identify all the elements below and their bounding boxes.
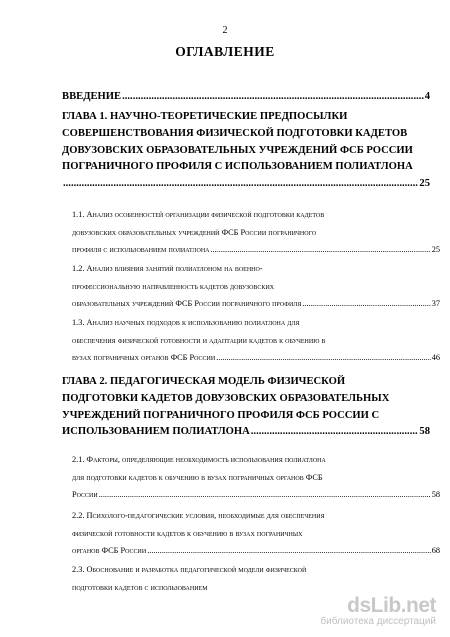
toc-leader-dots xyxy=(210,241,430,259)
toc-section-line: 1.3. Анализ научных подходов к использованию полиатлона для xyxy=(72,318,300,327)
toc-leader-dots xyxy=(122,89,424,106)
toc-leader-dots xyxy=(251,424,419,441)
toc-leader-dots xyxy=(216,349,431,367)
toc-chapter1-line: ГЛАВА 1. НАУЧНО-ТЕОРЕТИЧЕСКИЕ ПРЕДПОСЫЛКИ xyxy=(62,111,348,122)
toc-chapter2-line: УЧРЕЖДЕНИЙ ПОГРАНИЧНОГО ПРОФИЛЯ ФСБ РОССИИ С xyxy=(62,409,380,421)
toc-entry-section-2-1[interactable] xyxy=(62,451,440,504)
toc-section-line: вузах пограничных органов ФСБ России xyxy=(72,353,216,363)
toc-section-page: 68 xyxy=(431,546,440,556)
toc-section-line: 2.1. Факторы, определяющие необходимость использования полиатлона xyxy=(72,455,326,464)
toc-section-line: России xyxy=(72,490,98,500)
toc-entry-chapter1[interactable] xyxy=(62,109,430,193)
toc-chapter2-page: 58 xyxy=(419,426,430,438)
toc-leader-dots xyxy=(147,542,431,560)
toc-section-line: для подготовки кадетов к обучению в вузах пограничных органов ФСБ xyxy=(72,472,323,482)
toc-entry-section-2-2[interactable] xyxy=(62,507,440,560)
watermark-logo: dsLib.net xyxy=(347,594,436,617)
toc-chapter1-line: ДОВУЗОВСКИХ ОБРАЗОВАТЕЛЬНЫХ УЧРЕЖДЕНИЙ ФСБ РОССИИ xyxy=(62,144,413,156)
toc-chapter1-line: ПОГРАНИЧНОГО ПРОФИЛЯ С ИСПОЛЬЗОВАНИЕМ ПОЛИАТЛОНА xyxy=(62,161,413,173)
toc-section-line: обеспечения физической готовности и адаптации кадетов к обучению в xyxy=(72,335,326,345)
toc-section-line: профессиональную направленность кадетов довузовских xyxy=(72,281,275,291)
watermark-tagline: библиотека диссертаций xyxy=(320,616,436,627)
page-title: ОГЛАВЛЕНИЕ xyxy=(175,44,275,59)
toc-entry-section-1-3[interactable] xyxy=(62,314,440,367)
toc-chapter2-line: ГЛАВА 2. ПЕДАГОГИЧЕСКАЯ МОДЕЛЬ ФИЗИЧЕСКОЙ xyxy=(62,376,346,387)
toc-leader-dots xyxy=(99,486,431,504)
toc-entry-section-1-2[interactable] xyxy=(62,260,440,313)
toc-entry-section-1-1[interactable] xyxy=(62,206,440,259)
toc-section-page: 37 xyxy=(431,299,440,309)
toc-section-page: 58 xyxy=(431,490,440,500)
toc-section-line: 2.3. Обоснование и разработка педагогической модели физической xyxy=(72,565,307,574)
toc-intro-page: 4 xyxy=(424,91,430,102)
toc-section-line: профиля с использованием полиатлона xyxy=(72,245,210,255)
page-number: 2 xyxy=(222,25,228,36)
site-watermark[interactable] xyxy=(320,594,436,627)
toc-section-line: физической готовности кадетов к обучению в вузах пограничных xyxy=(72,528,303,538)
toc-entry-intro[interactable] xyxy=(62,89,430,106)
toc-section-line: довузовских образовательных учреждений ФСБ России пограничного xyxy=(72,227,317,237)
toc-entry-section-2-3[interactable] xyxy=(62,561,440,596)
toc-section-page: 46 xyxy=(431,353,440,363)
toc-section-line: подготовки кадетов с использованием xyxy=(72,582,208,592)
toc-section-line: 2.2. Психолого-педагогические условия, необходимые для обеспечения xyxy=(72,511,325,520)
toc-section-line: органов ФСБ России xyxy=(72,546,147,556)
toc-entry-chapter2[interactable] xyxy=(62,374,430,441)
toc-chapter1-line: СОВЕРШЕНСТВОВАНИЯ ФИЗИЧЕСКОЙ ПОДГОТОВКИ КАДЕТОВ xyxy=(62,127,408,139)
toc-leader-dots xyxy=(63,176,418,193)
toc-intro-label: ВВЕДЕНИЕ xyxy=(62,91,122,102)
toc-section-line: 1.1. Анализ особенностей организации физической подготовки кадетов xyxy=(72,210,325,219)
toc-chapter2-line: ИСПОЛЬЗОВАНИЕМ ПОЛИАТЛОНА xyxy=(62,426,250,438)
toc-leader-dots xyxy=(302,295,430,313)
toc-section-page: 25 xyxy=(431,245,440,255)
toc-chapter1-page: 25 xyxy=(419,178,430,190)
toc-section-line: образовательных учреждений ФСБ России пограничного профиля xyxy=(72,299,302,309)
toc-chapter2-line: ПОДГОТОВКИ КАДЕТОВ ДОВУЗОВСКИХ ОБРАЗОВАТЕЛЬНЫХ xyxy=(62,392,390,404)
toc-section-line: 1.2. Анализ влияния занятий полиатлоном на военно- xyxy=(72,264,263,273)
